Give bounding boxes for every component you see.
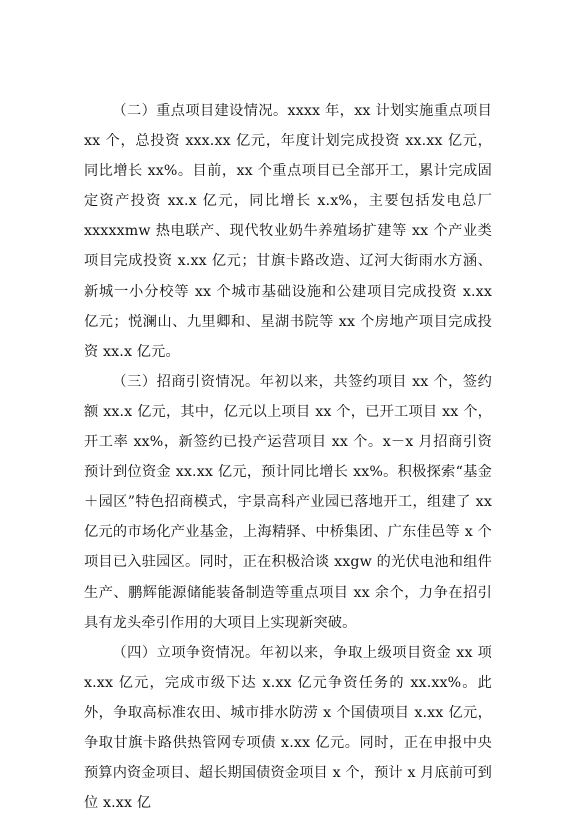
paragraph-heading: （四）立项争资情况。 [112, 644, 260, 661]
paragraph-body: 年初以来，争取上级项目资金 xx 项 x.xx 亿元，完成市级下达 x.xx 亿元争资任务的 xx.xx%。此外，争取高标准农田、城市排水防涝 x 个国债项目 x.xx 亿元，争取甘旗卡路供热管网专项债 x.xx 亿元。同时，正在申报中央预算内资金项目、超长期国债资金项目 x 个，预计 x 月底前可到位 x.xx 亿 [84, 644, 492, 812]
paragraph-heading: （三）招商引资情况。 [112, 373, 260, 390]
paragraph-heading: （二）重点项目建设情况。 [112, 103, 288, 119]
document-body [84, 96, 492, 818]
paragraph-project-funding [84, 638, 492, 818]
paragraph-body: 年初以来，共签约项目 xx 个，签约额 xx.x 亿元，其中，亿元以上项目 xx 个，已开工项目 xx 个，开工率 xx%，新签约已投产运营项目 xx 个。x－x 月招商引资预计到位资金 xx.xx 亿元，预计同比增长 xx%。积极探索“基金＋园区”特色招商模式，宇景高科产业园已落地开工，组建了 xx 亿元的市场化产业基金，上海精驿、中桥集团、广东佳邑等 x 个项目已入驻园区。同时，正在积极洽谈 xxgw 的光伏电池和组件生产、鹏辉能源储能装备制造等重点项目 xx 余个，力争在招引具有龙头牵引作用的大项目上实现新突破。 [84, 373, 492, 631]
paragraph-investment-attraction [84, 367, 492, 638]
paragraph-key-projects [84, 96, 492, 367]
paragraph-body: xxxx 年，xx 计划实施重点项目 xx 个，总投资 xxx.xx 亿元，年度计划完成投资 xx.xx 亿元，同比增长 xx%。目前，xx 个重点项目已全部开工，累计完成固定资产投资 xx.x 亿元，同比增长 x.x%，主要包括发电总厂 xxxxxmw 热电联产、现代牧业奶牛养殖场扩建等 xx 个产业类项目完成投资 x.xx 亿元；甘旗卡路改造、辽河大街雨水方涵、新城一小分校等 xx 个城市基础设施和公建项目完成投资 x.xx 亿元；悦澜山、九里卿和、星湖书院等 xx 个房地产项目完成投资 xx.x 亿元。 [84, 103, 492, 360]
